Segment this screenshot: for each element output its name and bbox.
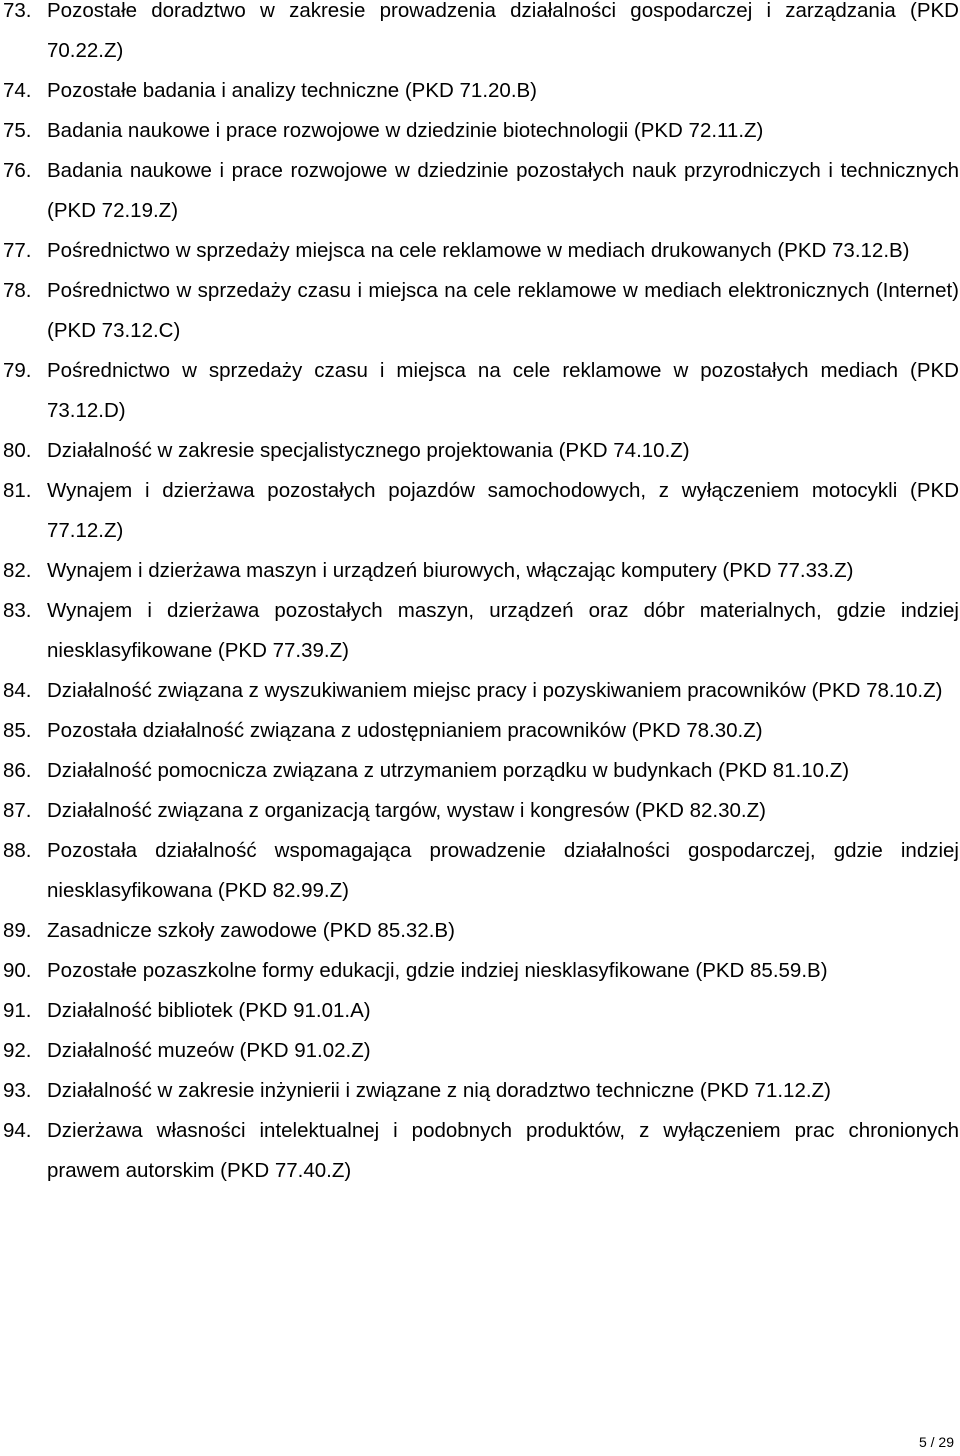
item-text: Działalność związana z organizacją targów, wystaw i kongresów (PKD 82.30.Z) <box>47 799 766 822</box>
item-text: Działalność związana z wyszukiwaniem miejsc pracy i pozyskiwaniem pracowników (PKD 78.10.Z) <box>47 679 943 702</box>
item-text: Pośrednictwo w sprzedaży czasu i miejsca na cele reklamowe w pozostałych mediach (PKD 73.12.D) <box>47 359 959 422</box>
item-number: 80. <box>3 439 32 462</box>
list-item <box>0 551 960 591</box>
list-item <box>0 951 960 991</box>
item-text: Pozostałe badania i analizy techniczne (PKD 71.20.B) <box>47 79 538 102</box>
item-text: Badania naukowe i prace rozwojowe w dziedzinie pozostałych nauk przyrodniczych i technicznych (PKD 72.19.Z) <box>47 159 959 222</box>
item-text: Pośrednictwo w sprzedaży miejsca na cele reklamowe w mediach drukowanych (PKD 73.12.B) <box>47 239 910 262</box>
list-item <box>0 911 960 951</box>
list-item <box>0 991 960 1031</box>
list-item <box>0 711 960 751</box>
list-item <box>0 1071 960 1111</box>
item-number: 83. <box>3 599 32 622</box>
item-text: Wynajem i dzierżawa maszyn i urządzeń biurowych, włączając komputery (PKD 77.33.Z) <box>47 559 854 582</box>
list-item <box>0 431 960 471</box>
item-text: Zasadnicze szkoły zawodowe (PKD 85.32.B) <box>47 919 455 942</box>
list-item <box>0 351 960 431</box>
item-text: Pozostała działalność związana z udostępnianiem pracowników (PKD 78.30.Z) <box>47 719 763 742</box>
list-item <box>0 111 960 151</box>
list-item <box>0 791 960 831</box>
item-number: 87. <box>3 799 32 822</box>
list-item <box>0 0 960 71</box>
page-number: 5 / 29 <box>918 1434 954 1450</box>
item-number: 94. <box>3 1119 32 1142</box>
list-item <box>0 231 960 271</box>
item-text: Dzierżawa własności intelektualnej i podobnych produktów, z wyłączeniem prac chronionych prawem autorskim (PKD 77.40.Z) <box>47 1119 959 1182</box>
list-item <box>0 271 960 351</box>
list-item <box>0 1111 960 1191</box>
item-text: Pośrednictwo w sprzedaży czasu i miejsca na cele reklamowe w mediach elektronicznych (Internet) (PKD 73.12.C) <box>47 279 959 342</box>
item-number: 92. <box>3 1039 32 1062</box>
list-item <box>0 671 960 711</box>
item-number: 81. <box>3 479 32 502</box>
item-number: 82. <box>3 559 32 582</box>
item-number: 73. <box>3 0 32 22</box>
list-item <box>0 1031 960 1071</box>
item-number: 78. <box>3 279 32 302</box>
item-text: Pozostałe doradztwo w zakresie prowadzenia działalności gospodarczej i zarządzania (PKD 70.22.Z) <box>47 0 959 62</box>
item-text: Pozostałe pozaszkolne formy edukacji, gdzie indziej niesklasyfikowane (PKD 85.59.B) <box>47 959 828 982</box>
item-number: 85. <box>3 719 32 742</box>
item-text: Wynajem i dzierżawa pozostałych maszyn, urządzeń oraz dóbr materialnych, gdzie indziej niesklasyfikowane (PKD 77.39.Z) <box>47 599 959 662</box>
item-number: 75. <box>3 119 32 142</box>
item-text: Badania naukowe i prace rozwojowe w dziedzinie biotechnologii (PKD 72.11.Z) <box>47 119 764 142</box>
list-item <box>0 151 960 231</box>
item-number: 88. <box>3 839 32 862</box>
list-item <box>0 71 960 111</box>
item-number: 90. <box>3 959 32 982</box>
item-number: 76. <box>3 159 32 182</box>
item-number: 86. <box>3 759 32 782</box>
item-text: Pozostała działalność wspomagająca prowadzenie działalności gospodarczej, gdzie indziej niesklasyfikowana (PKD 82.99.Z) <box>47 839 959 902</box>
item-number: 93. <box>3 1079 32 1102</box>
list-item <box>0 471 960 551</box>
list-item <box>0 591 960 671</box>
list-item <box>0 831 960 911</box>
list-item <box>0 751 960 791</box>
item-number: 79. <box>3 359 32 382</box>
item-text: Działalność bibliotek (PKD 91.01.A) <box>47 999 371 1022</box>
item-text: Wynajem i dzierżawa pozostałych pojazdów samochodowych, z wyłączeniem motocykli (PKD 77.12.Z) <box>47 479 959 542</box>
item-number: 89. <box>3 919 32 942</box>
item-number: 84. <box>3 679 32 702</box>
item-number: 77. <box>3 239 32 262</box>
item-text: Działalność muzeów (PKD 91.02.Z) <box>47 1039 371 1062</box>
item-number: 91. <box>3 999 32 1022</box>
item-text: Działalność w zakresie specjalistycznego projektowania (PKD 74.10.Z) <box>47 439 690 462</box>
item-text: Działalność w zakresie inżynierii i związane z nią doradztwo techniczne (PKD 71.12.Z) <box>47 1079 831 1102</box>
item-text: Działalność pomocnicza związana z utrzymaniem porządku w budynkach (PKD 81.10.Z) <box>47 759 850 782</box>
item-number: 74. <box>3 79 32 102</box>
